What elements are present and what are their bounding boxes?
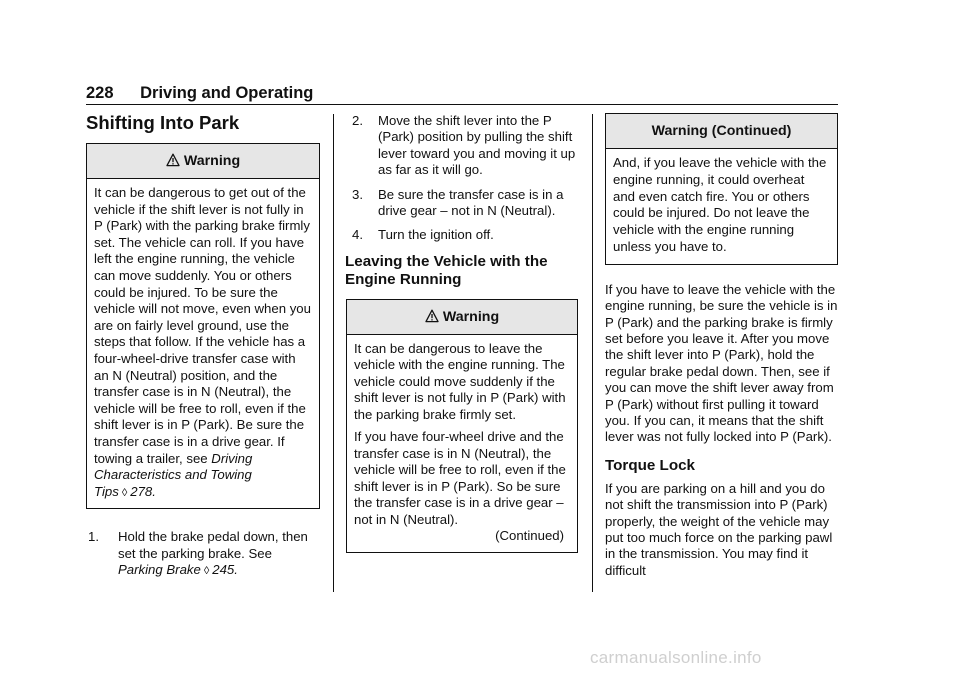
column-divider-right — [592, 114, 593, 592]
warning-text: It can be dangerous to get out of the vehicle if the shift lever is not fully in P (Park) with the parking brake firmly set. The vehicle can roll. If you have left the engine running, the vehicle can move suddenly. You or others could be injured. To be sure the vehicle will not move, even when you are on fairly level ground, use the steps that follow. If the vehicle has a four-wheel-drive transfer case with an N (Neutral) position, and the transfer case is in N (Neutral), the vehicle will be free to roll, even if the shift lever is in P (Park). Be sure the transfer case is in a drive gear. If towing a trailer, see — [94, 185, 311, 466]
section-heading: Shifting Into Park — [86, 112, 240, 133]
warning-triangle-icon — [425, 309, 439, 323]
page-reference-arrow-icon: ◊ — [121, 486, 128, 499]
subsection-heading: Leaving the Vehicle with the Engine Running — [345, 252, 548, 288]
warning-box — [605, 113, 838, 265]
step-text — [118, 529, 320, 579]
step-body: Hold the brake pedal down, then set the parking brake. See — [118, 529, 308, 561]
warning-triangle-icon — [166, 153, 180, 167]
column-2 — [345, 113, 579, 553]
column-divider-left — [333, 114, 334, 592]
step-text: Be sure the transfer case is in a drive gear – not in N (Neutral). — [378, 186, 564, 219]
body-paragraph: If you are parking on a hill and you do not shift the transmission into P (Park) properly, the weight of the vehicle may put too much force on the parking pawl in the transmission. You may find it difficult — [605, 480, 833, 578]
continued-label: (Continued) — [495, 528, 564, 544]
reference-link[interactable]: Parking Brake — [118, 562, 201, 578]
warning-paragraph: If you have four-wheel drive and the transfer case is in N (Neutral), the vehicle will be free to roll, even if the shift lever is in P (Park). So be sure the transfer case is in a drive gear – not in N (Neutral). — [354, 429, 566, 527]
step-number: 1. — [88, 529, 99, 545]
step-number: 4. — [352, 227, 363, 243]
body-paragraph: If you have to leave the vehicle with the engine running, be sure the vehicle is in P (Park) and the parking brake is firmly set before you leave it. After you move the shift lever into P (Park), hold the regular brake pedal down. Then, see if you can move the shift lever away from P (Park) without first pulling it toward you. If you can, it means that the shift lever was not fully locked into P (Park). — [605, 281, 838, 445]
watermark: carmanualsonline.info — [590, 648, 762, 667]
step-text: Move the shift lever into the P (Park) position by pulling the shift lever toward you and moving it up as far as it will go. — [378, 113, 576, 178]
step-number: 2. — [352, 113, 363, 128]
step-2 — [352, 113, 579, 179]
reference-page: 278. — [130, 483, 156, 499]
column-3 — [605, 113, 838, 579]
step-3 — [352, 187, 579, 220]
warning-header — [347, 300, 577, 335]
page-number: 228 — [86, 84, 114, 102]
column-1 — [86, 112, 320, 580]
warning-box — [346, 299, 578, 553]
warning-header — [87, 144, 319, 179]
step-number: 3. — [352, 186, 363, 202]
page-header — [86, 84, 313, 103]
reference-link[interactable]: Driving Characteristics and Towing Tips — [94, 450, 253, 499]
section-title: Driving and Operating — [140, 84, 314, 102]
step-1 — [86, 529, 320, 579]
step-4 — [352, 227, 579, 243]
warning-body — [87, 179, 319, 508]
warning-body: And, if you leave the vehicle with the engine running, it could overheat and even catch fire. You or others could be injured. Do not leave the vehicle with the engine running unless you have to. — [613, 155, 827, 254]
subsection-heading: Torque Lock — [605, 456, 696, 474]
warning-title: Warning — [183, 153, 241, 169]
warning-body — [347, 335, 577, 552]
warning-box — [86, 143, 320, 509]
step-text: Turn the ignition off. — [378, 227, 494, 243]
warning-paragraph: It can be dangerous to leave the vehicle with the engine running. The vehicle could move suddenly if the shift lever is not fully in P (Park) with the parking brake firmly set. — [354, 340, 566, 422]
page-reference-arrow-icon: ◊ — [203, 565, 210, 578]
warning-title: Warning — [442, 308, 500, 325]
warning-header: Warning (Continued) — [606, 114, 837, 149]
header-rule — [86, 104, 838, 105]
reference-page: 245. — [212, 562, 238, 578]
